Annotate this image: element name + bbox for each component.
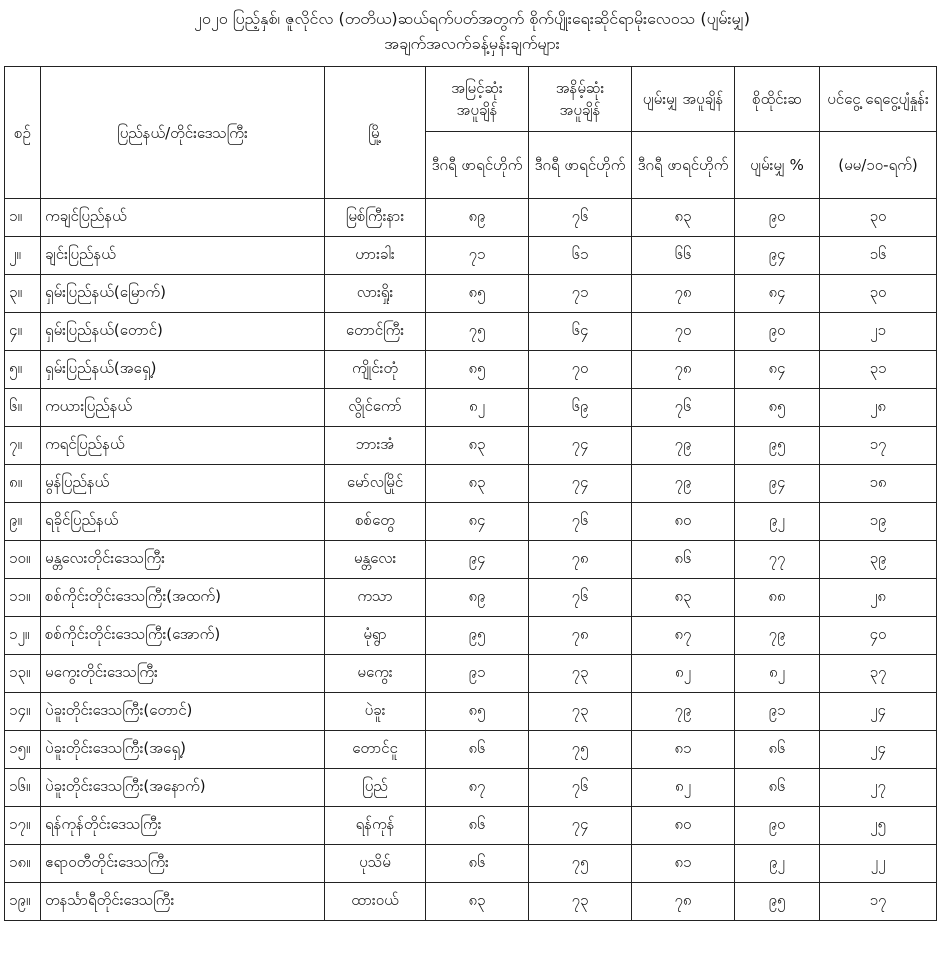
- header-row: [5, 67, 937, 132]
- row-city: မော်လမြိုင်: [325, 465, 426, 503]
- row-min-temp: ၆၉: [529, 389, 632, 427]
- row-min-temp: ၇၄: [529, 427, 632, 465]
- row-min-temp: ၇၆: [529, 579, 632, 617]
- row-humidity: ၉၄: [735, 465, 820, 503]
- row-region: ရန်ကုန်တိုင်းဒေသကြီး: [41, 807, 325, 845]
- row-number: ၁၈။: [5, 845, 41, 883]
- row-city: ကျိုင်းတုံ: [325, 351, 426, 389]
- header-rain-cell: [820, 67, 937, 199]
- row-number: ၂။: [5, 237, 41, 275]
- table-row: [5, 237, 937, 275]
- row-min-temp: ၇၆: [529, 199, 632, 237]
- row-min-temp: ၇၄: [529, 807, 632, 845]
- row-number: ၁၀။: [5, 541, 41, 579]
- row-city: ကသာ: [325, 579, 426, 617]
- row-region: ပဲခူးတိုင်းဒေသကြီး(အရှေ့): [41, 731, 325, 769]
- row-max-temp: ၈၆: [426, 731, 529, 769]
- row-rain: ၂၇: [820, 769, 937, 807]
- row-region: ရှမ်းပြည်နယ်(အရှေ့): [41, 351, 325, 389]
- row-city: မုံရွာ: [325, 617, 426, 655]
- row-min-temp: ၇၁: [529, 275, 632, 313]
- row-max-temp: ၈၇: [426, 769, 529, 807]
- row-number: ၁၃။: [5, 655, 41, 693]
- row-min-temp: ၇၆: [529, 503, 632, 541]
- header-avg-temp: ပျမ်းမျှ အပူချိန်: [632, 67, 735, 132]
- row-rain: ၄၀: [820, 617, 937, 655]
- row-number: ၆။: [5, 389, 41, 427]
- header-rain-unit: (မမ/၁၀-ရက်): [838, 155, 918, 174]
- row-number: ၁။: [5, 199, 41, 237]
- row-region: စစ်ကိုင်းတိုင်းဒေသကြီး(အောက်): [41, 617, 325, 655]
- row-avg-temp: ၈၆: [632, 541, 735, 579]
- row-rain: ၂၈: [820, 579, 937, 617]
- row-max-temp: ၈၉: [426, 199, 529, 237]
- row-avg-temp: ၈၂: [632, 769, 735, 807]
- row-humidity: ၉၀: [735, 199, 820, 237]
- row-city: မန္တလေး: [325, 541, 426, 579]
- header-min-temp: အနိမ့်ဆုံး အပူချိန်: [529, 67, 632, 132]
- table-row: [5, 427, 937, 465]
- row-max-temp: ၇၅: [426, 313, 529, 351]
- row-humidity: ၈၄: [735, 275, 820, 313]
- row-humidity: ၉၅: [735, 883, 820, 921]
- table-row: [5, 883, 937, 921]
- header-humidity-cell: [735, 67, 820, 199]
- row-rain: ၁၈: [820, 465, 937, 503]
- header-region: ပြည်နယ်/တိုင်းဒေသကြီး: [41, 67, 325, 199]
- row-avg-temp: ၈၃: [632, 199, 735, 237]
- row-min-temp: ၇၄: [529, 465, 632, 503]
- row-region: ဧရာဝတီတိုင်းဒေသကြီး: [41, 845, 325, 883]
- row-city: လားရှိုး: [325, 275, 426, 313]
- row-rain: ၁၉: [820, 503, 937, 541]
- row-region: ကယားပြည်နယ်: [41, 389, 325, 427]
- weather-table: [4, 66, 937, 921]
- row-number: ၇။: [5, 427, 41, 465]
- row-rain: ၂၈: [820, 389, 937, 427]
- document-title: [0, 0, 944, 56]
- row-avg-temp: ၇၆: [632, 389, 735, 427]
- row-max-temp: ၈၆: [426, 807, 529, 845]
- unit-min-temp: ဒီဂရီ ဖာရင်ဟိုက်: [529, 132, 632, 199]
- row-city: တောင်ငူ: [325, 731, 426, 769]
- row-region: ရှမ်းပြည်နယ်(မြောက်): [41, 275, 325, 313]
- row-max-temp: ၈၅: [426, 275, 529, 313]
- row-humidity: ၈၄: [735, 351, 820, 389]
- table-row: [5, 769, 937, 807]
- row-city: ပြည်: [325, 769, 426, 807]
- table-row: [5, 807, 937, 845]
- table-body: [5, 199, 937, 921]
- row-min-temp: ၆၄: [529, 313, 632, 351]
- row-max-temp: ၈၉: [426, 579, 529, 617]
- row-number: ၃။: [5, 275, 41, 313]
- row-rain: ၃၉: [820, 541, 937, 579]
- table-row: [5, 655, 937, 693]
- row-rain: ၁၆: [820, 237, 937, 275]
- row-min-temp: ၇၈: [529, 617, 632, 655]
- row-max-temp: ၈၅: [426, 693, 529, 731]
- row-avg-temp: ၈၁: [632, 731, 735, 769]
- row-humidity: ၉၄: [735, 237, 820, 275]
- row-region: မန္တလေးတိုင်းဒေသကြီး: [41, 541, 325, 579]
- row-humidity: ၉၂: [735, 845, 820, 883]
- row-min-temp: ၇၅: [529, 845, 632, 883]
- table-row: [5, 465, 937, 503]
- row-region: မကွေးတိုင်းဒေသကြီး: [41, 655, 325, 693]
- row-humidity: ၉၁: [735, 693, 820, 731]
- row-city: ထားဝယ်: [325, 883, 426, 921]
- row-city: ပဲခူး: [325, 693, 426, 731]
- table-row: [5, 731, 937, 769]
- row-region: တနင်္သာရီတိုင်းဒေသကြီး: [41, 883, 325, 921]
- unit-max-temp: ဒီဂရီ ဖာရင်ဟိုက်: [426, 132, 529, 199]
- row-rain: ၂၅: [820, 807, 937, 845]
- row-avg-temp: ၈၀: [632, 503, 735, 541]
- row-max-temp: ၈၆: [426, 845, 529, 883]
- row-number: ၁၉။: [5, 883, 41, 921]
- row-region: ကချင်ပြည်နယ်: [41, 199, 325, 237]
- row-humidity: ၉၂: [735, 503, 820, 541]
- row-max-temp: ၉၄: [426, 541, 529, 579]
- row-region: ပဲခူးတိုင်းဒေသကြီး(အနောက်): [41, 769, 325, 807]
- row-number: ၁၇။: [5, 807, 41, 845]
- row-avg-temp: ၆၆: [632, 237, 735, 275]
- table-row: [5, 693, 937, 731]
- row-number: ၁၆။: [5, 769, 41, 807]
- row-number: ၁၄။: [5, 693, 41, 731]
- row-min-temp: ၇၃: [529, 693, 632, 731]
- header-humidity-unit: ပျမ်းမျှ %: [750, 156, 804, 174]
- row-avg-temp: ၇၉: [632, 427, 735, 465]
- row-humidity: ၉၀: [735, 807, 820, 845]
- row-rain: ၃၀: [820, 199, 937, 237]
- row-avg-temp: ၈၇: [632, 617, 735, 655]
- row-number: ၈။: [5, 465, 41, 503]
- table-row: [5, 389, 937, 427]
- header-no: စဉ်: [5, 67, 41, 199]
- row-humidity: ၇၉: [735, 617, 820, 655]
- row-avg-temp: ၈၁: [632, 845, 735, 883]
- row-region: ပဲခူးတိုင်းဒေသကြီး(တောင်): [41, 693, 325, 731]
- table-row: [5, 617, 937, 655]
- table-row: [5, 351, 937, 389]
- row-max-temp: ၈၃: [426, 465, 529, 503]
- row-rain: ၁၇: [820, 883, 937, 921]
- row-avg-temp: ၈၂: [632, 655, 735, 693]
- row-max-temp: ၈၂: [426, 389, 529, 427]
- row-city: မကွေး: [325, 655, 426, 693]
- row-humidity: ၇၇: [735, 541, 820, 579]
- row-min-temp: ၇၃: [529, 655, 632, 693]
- row-city: စစ်တွေ: [325, 503, 426, 541]
- row-min-temp: ၇၃: [529, 883, 632, 921]
- row-humidity: ၈၅: [735, 389, 820, 427]
- row-number: ၄။: [5, 313, 41, 351]
- row-region: ရခိုင်ပြည်နယ်: [41, 503, 325, 541]
- table-row: [5, 541, 937, 579]
- row-number: ၁၂။: [5, 617, 41, 655]
- row-max-temp: ၈၄: [426, 503, 529, 541]
- row-min-temp: ၆၁: [529, 237, 632, 275]
- row-min-temp: ၇၈: [529, 541, 632, 579]
- table-row: [5, 845, 937, 883]
- row-max-temp: ၇၁: [426, 237, 529, 275]
- row-humidity: ၉၀: [735, 313, 820, 351]
- row-max-temp: ၈၅: [426, 351, 529, 389]
- table-row: [5, 199, 937, 237]
- row-min-temp: ၇၀: [529, 351, 632, 389]
- row-city: လွိုင်ကော်: [325, 389, 426, 427]
- row-avg-temp: ၇၈: [632, 883, 735, 921]
- row-max-temp: ၉၅: [426, 617, 529, 655]
- row-rain: ၃၇: [820, 655, 937, 693]
- unit-avg-temp: ဒီဂရီ ဖာရင်ဟိုက်: [632, 132, 735, 199]
- row-rain: ၃၁: [820, 351, 937, 389]
- row-rain: ၂၁: [820, 313, 937, 351]
- header-rain: ပင်ငွေ့ ရေငွေ့ပျံနှုန်း: [820, 68, 936, 132]
- row-rain: ၂၄: [820, 693, 937, 731]
- row-avg-temp: ၇၀: [632, 313, 735, 351]
- title-line-1: ၂၀၂၀ ပြည့်နှစ်၊ ဇူလိုင်လ (တတိယ)ဆယ်ရက်ပတ်အတွက် စိုက်ပျိုးရေးဆိုင်ရာမိုးလေဝသ (ပျမ်းမျှ): [194, 9, 750, 28]
- row-number: ၁၅။: [5, 731, 41, 769]
- table-row: [5, 503, 937, 541]
- row-number: ၉။: [5, 503, 41, 541]
- row-region: မွန်ပြည်နယ်: [41, 465, 325, 503]
- row-rain: ၂၄: [820, 731, 937, 769]
- table-row: [5, 275, 937, 313]
- row-humidity: ၉၅: [735, 427, 820, 465]
- header-city: မြို့: [325, 67, 426, 199]
- row-max-temp: ၉၁: [426, 655, 529, 693]
- row-city: တောင်ကြီး: [325, 313, 426, 351]
- header-max-temp: အမြင့်ဆုံး အပူချိန်: [426, 67, 529, 132]
- row-humidity: ၈၂: [735, 655, 820, 693]
- row-city: ဟားခါး: [325, 237, 426, 275]
- row-max-temp: ၈၃: [426, 883, 529, 921]
- row-city: ဘားအံ: [325, 427, 426, 465]
- row-min-temp: ၇၆: [529, 769, 632, 807]
- row-region: ရှမ်းပြည်နယ်(တောင်): [41, 313, 325, 351]
- row-humidity: ၈၆: [735, 731, 820, 769]
- row-avg-temp: ၈၀: [632, 807, 735, 845]
- row-avg-temp: ၇၉: [632, 465, 735, 503]
- row-humidity: ၈၈: [735, 579, 820, 617]
- row-rain: ၃၀: [820, 275, 937, 313]
- row-region: ချင်းပြည်နယ်: [41, 237, 325, 275]
- row-number: ၁၁။: [5, 579, 41, 617]
- row-region: စစ်ကိုင်းတိုင်းဒေသကြီး(အထက်): [41, 579, 325, 617]
- header-humidity: စိုထိုင်းဆ: [735, 67, 819, 132]
- row-city: ရန်ကုန်: [325, 807, 426, 845]
- row-avg-temp: ၇၈: [632, 351, 735, 389]
- row-humidity: ၈၆: [735, 769, 820, 807]
- row-rain: ၁၇: [820, 427, 937, 465]
- row-avg-temp: ၇၈: [632, 275, 735, 313]
- row-rain: ၂၂: [820, 845, 937, 883]
- table-row: [5, 579, 937, 617]
- title-line-2: အချက်အလက်ခန့်မှန်းချက်များ: [384, 34, 560, 53]
- row-max-temp: ၈၃: [426, 427, 529, 465]
- row-city: ပုသိမ်: [325, 845, 426, 883]
- row-avg-temp: ၈၃: [632, 579, 735, 617]
- row-region: ကရင်ပြည်နယ်: [41, 427, 325, 465]
- row-city: မြစ်ကြီးနား: [325, 199, 426, 237]
- row-min-temp: ၇၅: [529, 731, 632, 769]
- row-number: ၅။: [5, 351, 41, 389]
- table-row: [5, 313, 937, 351]
- row-avg-temp: ၇၉: [632, 693, 735, 731]
